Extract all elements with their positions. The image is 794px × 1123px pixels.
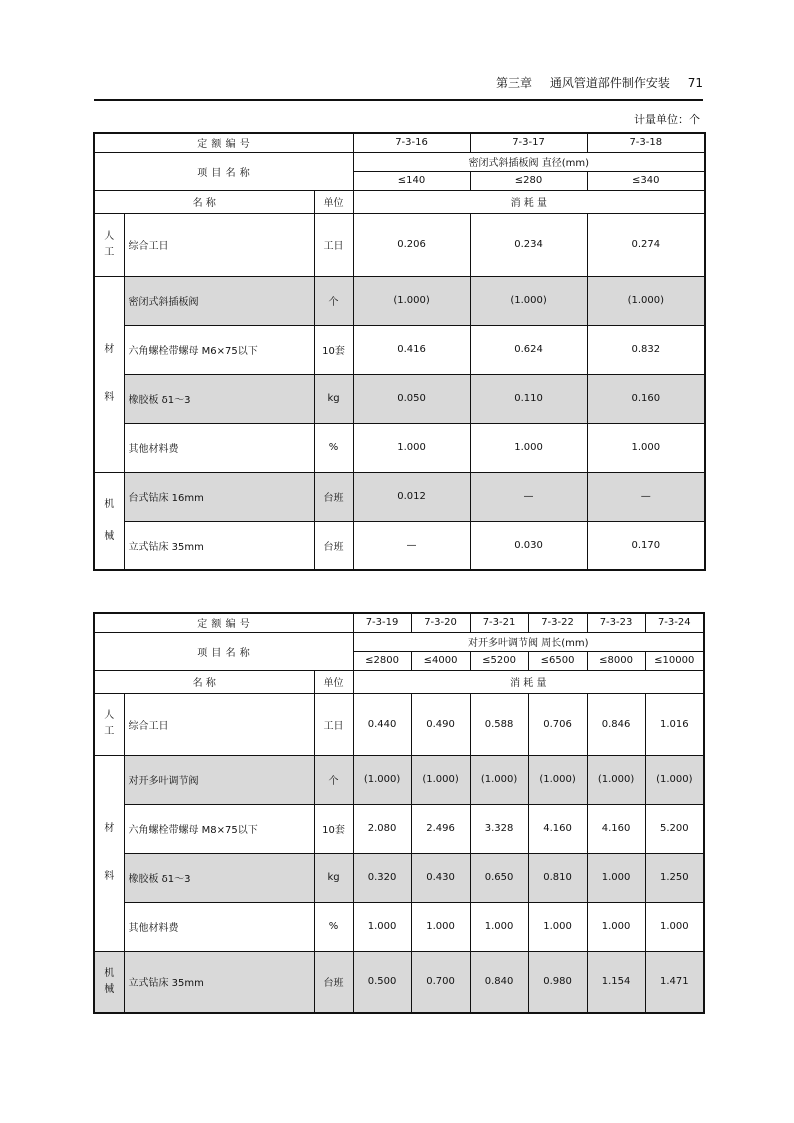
value-cell: 0.700 bbox=[411, 951, 470, 1013]
category-labor: 人 工 bbox=[94, 213, 124, 276]
header-rule bbox=[94, 99, 703, 101]
value-cell: 1.000 bbox=[587, 423, 705, 472]
quota-code: 7-3-24 bbox=[645, 613, 704, 632]
value-cell: (1.000) bbox=[411, 755, 470, 804]
quota-table-2 bbox=[93, 612, 705, 1014]
value-cell: 2.080 bbox=[353, 804, 411, 853]
value-cell: 0.846 bbox=[587, 693, 645, 755]
group-title: 密闭式斜插板阀 直径(mm) bbox=[353, 152, 705, 171]
name-label: 名 称 bbox=[94, 670, 314, 693]
row-name: 橡胶板 δ1～3 bbox=[124, 853, 314, 902]
value-cell: 1.000 bbox=[470, 902, 528, 951]
value-cell: 1.000 bbox=[411, 902, 470, 951]
quota-no-label: 定 额 编 号 bbox=[94, 133, 353, 152]
row-unit: 台班 bbox=[314, 951, 353, 1013]
value-cell: (1.000) bbox=[470, 755, 528, 804]
category-material: 材 料 bbox=[94, 276, 124, 472]
value-cell: 0.650 bbox=[470, 853, 528, 902]
value-cell: 0.050 bbox=[353, 374, 470, 423]
value-cell: (1.000) bbox=[353, 276, 470, 325]
value-cell: 0.706 bbox=[528, 693, 587, 755]
unit-label: 单位 bbox=[314, 190, 353, 213]
value-cell: 0.170 bbox=[587, 521, 705, 570]
value-cell: 0.416 bbox=[353, 325, 470, 374]
value-cell: — bbox=[587, 472, 705, 521]
value-cell: 0.030 bbox=[470, 521, 587, 570]
page-header bbox=[94, 74, 703, 100]
value-cell: 0.832 bbox=[587, 325, 705, 374]
group-title: 对开多叶调节阀 周长(mm) bbox=[353, 632, 704, 651]
value-cell: 1.000 bbox=[353, 902, 411, 951]
value-cell: 0.490 bbox=[411, 693, 470, 755]
row-name: 综合工日 bbox=[124, 693, 314, 755]
value-cell: 0.320 bbox=[353, 853, 411, 902]
value-cell: 2.496 bbox=[411, 804, 470, 853]
value-cell: — bbox=[470, 472, 587, 521]
spec-cell: ≤10000 bbox=[645, 651, 704, 670]
spec-cell: ≤2800 bbox=[353, 651, 411, 670]
value-cell: 1.000 bbox=[353, 423, 470, 472]
value-cell: 4.160 bbox=[528, 804, 587, 853]
row-unit: 10套 bbox=[314, 325, 353, 374]
quota-no-label: 定 额 编 号 bbox=[94, 613, 353, 632]
category-labor: 人 工 bbox=[94, 693, 124, 755]
value-cell: 0.980 bbox=[528, 951, 587, 1013]
value-cell: 0.012 bbox=[353, 472, 470, 521]
row-name: 立式钻床 35mm bbox=[124, 951, 314, 1013]
row-unit: 10套 bbox=[314, 804, 353, 853]
value-cell: 0.810 bbox=[528, 853, 587, 902]
spec-cell: ≤280 bbox=[470, 171, 587, 190]
value-cell: 1.000 bbox=[645, 902, 704, 951]
value-cell: 0.206 bbox=[353, 213, 470, 276]
value-cell: 1.000 bbox=[587, 853, 645, 902]
row-name: 橡胶板 δ1～3 bbox=[124, 374, 314, 423]
row-unit: 工日 bbox=[314, 213, 353, 276]
row-unit: % bbox=[314, 902, 353, 951]
value-cell: 1.471 bbox=[645, 951, 704, 1013]
category-machine: 机 械 bbox=[94, 951, 124, 1013]
name-label: 名 称 bbox=[94, 190, 314, 213]
row-name: 其他材料费 bbox=[124, 423, 314, 472]
value-cell: 0.430 bbox=[411, 853, 470, 902]
spec-cell: ≤140 bbox=[353, 171, 470, 190]
chapter-label: 第三章 bbox=[496, 76, 533, 90]
row-name: 对开多叶调节阀 bbox=[124, 755, 314, 804]
item-name-label: 项 目 名 称 bbox=[94, 152, 353, 190]
spec-cell: ≤6500 bbox=[528, 651, 587, 670]
row-unit: 工日 bbox=[314, 693, 353, 755]
quota-code: 7-3-17 bbox=[470, 133, 587, 152]
quota-code: 7-3-23 bbox=[587, 613, 645, 632]
spec-cell: ≤340 bbox=[587, 171, 705, 190]
value-cell: 0.274 bbox=[587, 213, 705, 276]
row-name: 立式钻床 35mm bbox=[124, 521, 314, 570]
value-cell: 0.234 bbox=[470, 213, 587, 276]
quota-code: 7-3-16 bbox=[353, 133, 470, 152]
value-cell: (1.000) bbox=[587, 276, 705, 325]
value-cell: 3.328 bbox=[470, 804, 528, 853]
chapter-title: 通风管道部件制作安装 bbox=[549, 76, 670, 90]
row-name: 台式钻床 16mm bbox=[124, 472, 314, 521]
consumption-label: 消 耗 量 bbox=[353, 670, 704, 693]
row-unit: % bbox=[314, 423, 353, 472]
value-cell: 1.154 bbox=[587, 951, 645, 1013]
page-number: 71 bbox=[687, 76, 703, 90]
row-unit: kg bbox=[314, 374, 353, 423]
quota-code: 7-3-21 bbox=[470, 613, 528, 632]
value-cell: 0.500 bbox=[353, 951, 411, 1013]
value-cell: 1.016 bbox=[645, 693, 704, 755]
value-cell: (1.000) bbox=[353, 755, 411, 804]
row-unit: 个 bbox=[314, 755, 353, 804]
value-cell: 1.250 bbox=[645, 853, 704, 902]
row-name: 六角螺栓带螺母 M6×75以下 bbox=[124, 325, 314, 374]
value-cell: 0.160 bbox=[587, 374, 705, 423]
row-name: 密闭式斜插板阀 bbox=[124, 276, 314, 325]
quota-code: 7-3-19 bbox=[353, 613, 411, 632]
quota-table-1 bbox=[93, 132, 706, 571]
row-unit: 个 bbox=[314, 276, 353, 325]
value-cell: 1.000 bbox=[470, 423, 587, 472]
value-cell: (1.000) bbox=[528, 755, 587, 804]
unit-label: 单位 bbox=[314, 670, 353, 693]
value-cell: — bbox=[353, 521, 470, 570]
value-cell: 0.588 bbox=[470, 693, 528, 755]
value-cell: 4.160 bbox=[587, 804, 645, 853]
value-cell: 0.110 bbox=[470, 374, 587, 423]
category-machine: 机 械 bbox=[94, 472, 124, 570]
value-cell: (1.000) bbox=[587, 755, 645, 804]
value-cell: 1.000 bbox=[528, 902, 587, 951]
spec-cell: ≤4000 bbox=[411, 651, 470, 670]
quota-code: 7-3-20 bbox=[411, 613, 470, 632]
value-cell: 5.200 bbox=[645, 804, 704, 853]
value-cell: 1.000 bbox=[587, 902, 645, 951]
value-cell: 0.840 bbox=[470, 951, 528, 1013]
row-unit: 台班 bbox=[314, 472, 353, 521]
spec-cell: ≤8000 bbox=[587, 651, 645, 670]
quota-code: 7-3-18 bbox=[587, 133, 705, 152]
spec-cell: ≤5200 bbox=[470, 651, 528, 670]
consumption-label: 消 耗 量 bbox=[353, 190, 705, 213]
quota-code: 7-3-22 bbox=[528, 613, 587, 632]
value-cell: 0.624 bbox=[470, 325, 587, 374]
value-cell: 0.440 bbox=[353, 693, 411, 755]
row-unit: 台班 bbox=[314, 521, 353, 570]
value-cell: (1.000) bbox=[470, 276, 587, 325]
row-name: 综合工日 bbox=[124, 213, 314, 276]
category-material: 材 料 bbox=[94, 755, 124, 951]
item-name-label: 项 目 名 称 bbox=[94, 632, 353, 670]
unit-note: 计量单位：个 bbox=[634, 113, 700, 126]
row-name: 其他材料费 bbox=[124, 902, 314, 951]
value-cell: (1.000) bbox=[645, 755, 704, 804]
row-name: 六角螺栓带螺母 M8×75以下 bbox=[124, 804, 314, 853]
row-unit: kg bbox=[314, 853, 353, 902]
